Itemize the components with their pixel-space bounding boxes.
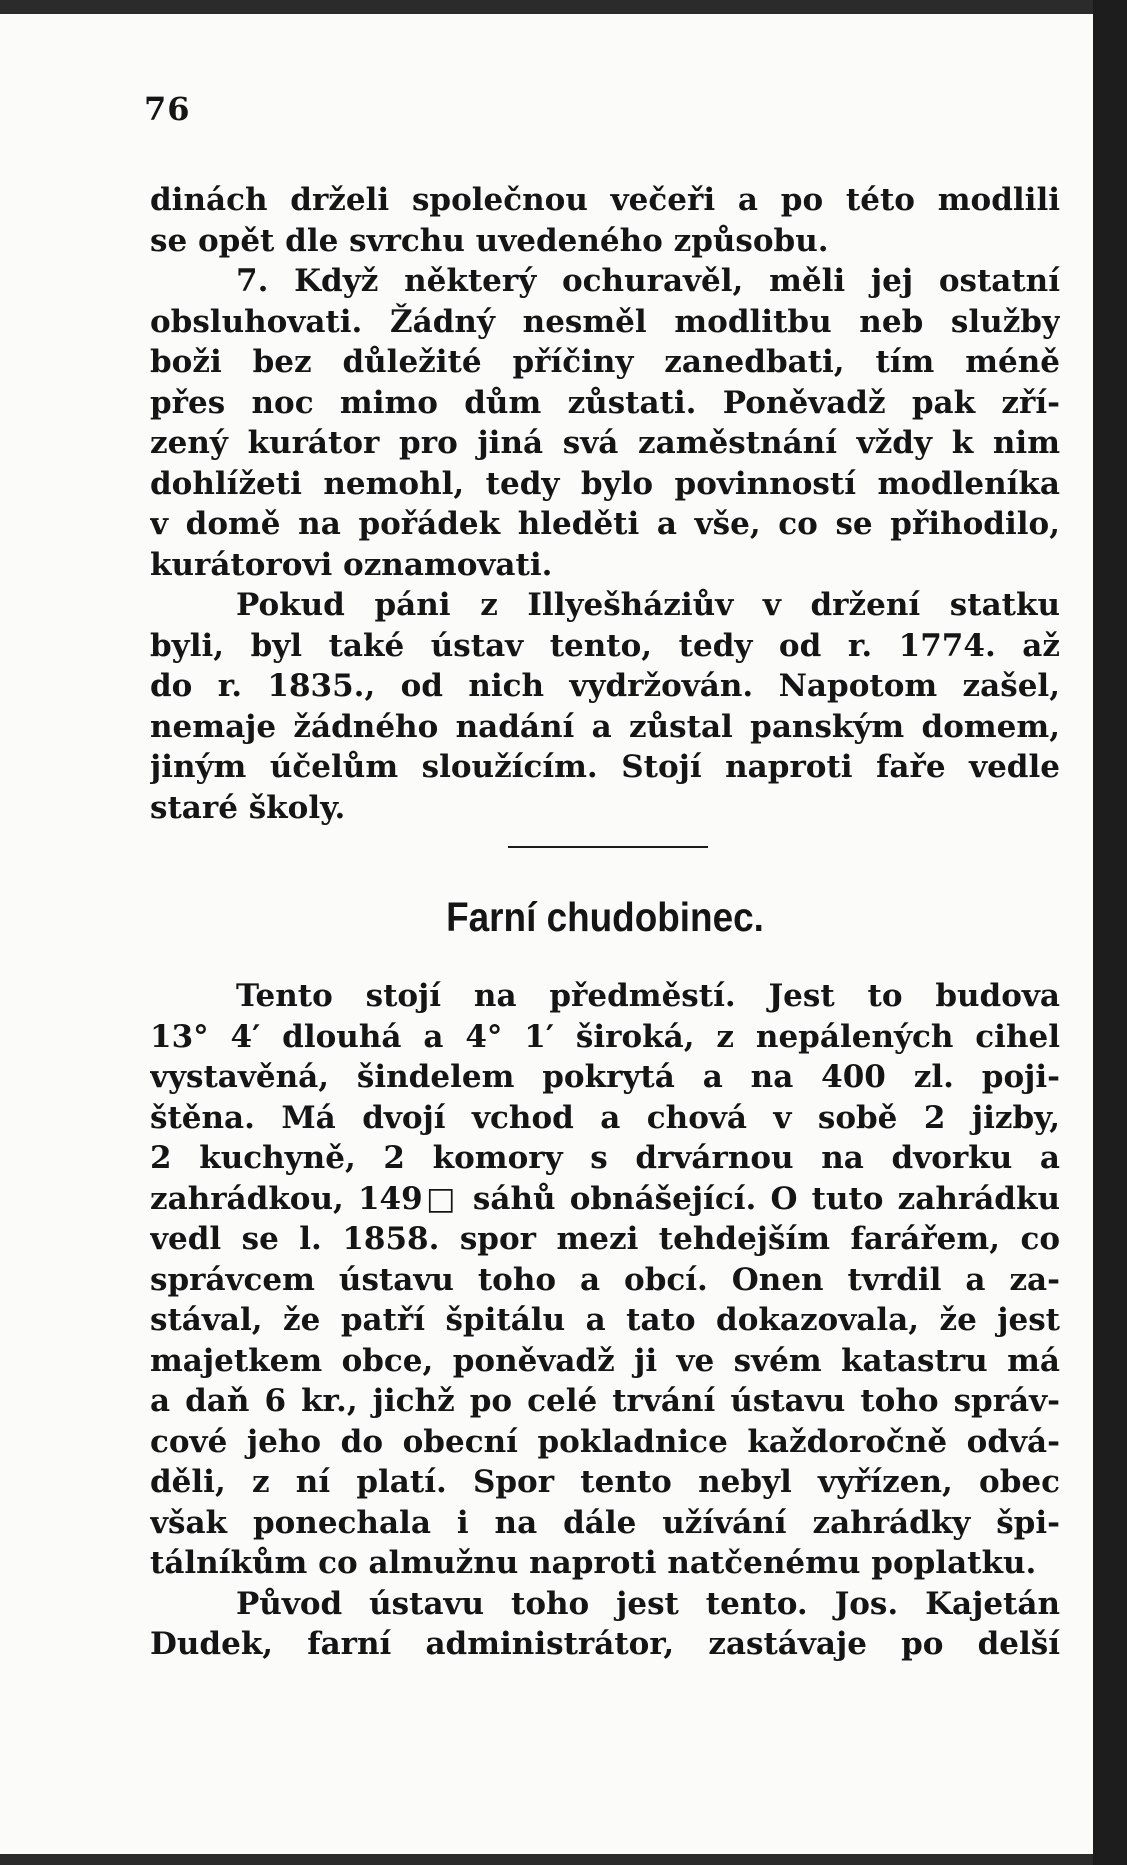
text-line: staré školy. [150, 789, 346, 826]
text-line: do r. 1835., od nich vydržován. Napotom zašel, [150, 668, 1060, 704]
text-line: boži bez důležité příčiny zanedbati, tím méně [150, 344, 1060, 380]
text-line: se opět dle svrchu uvedeného způsobu. [150, 222, 829, 259]
text-line: Tento stojí na předměstí. Jest to budova [236, 978, 1060, 1014]
text-line: však ponechala i na dále užívání zahrádky špi- [150, 1504, 1060, 1541]
text-line: tálníkům co almužnu naproti natčenému poplatku. [150, 1545, 1037, 1581]
text-line: vedl se l. 1858. spor mezi tehdejším farářem, co [150, 1221, 1060, 1257]
text-line: stával, že patří špitálu a tato dokazovala, že jest [150, 1302, 1060, 1338]
text-line: 7. Když některý ochuravěl, měli jej ostatní [236, 263, 1060, 299]
text-line: Dudek, farní administrátor, zastávaje po delší [150, 1626, 1060, 1662]
text-line: byli, byl také ústav tento, tedy od r. 1774. až [150, 627, 1060, 664]
paragraph-block-2 [150, 976, 1060, 1665]
section-heading: Farní chudobinec. [446, 894, 764, 940]
text-line: dinách drželi společnou večeři a po této modlili [150, 182, 1060, 218]
text-line: jiným účelům sloužícím. Stojí naproti faře vedle [150, 749, 1060, 785]
text-line: zahrádkou, 149□ sáhů obnášející. O tuto zahrádku [150, 1180, 1060, 1217]
text-line: v domě na pořádek hleděti a vše, co se přihodilo, [150, 506, 1060, 542]
page-number: 76 [144, 90, 191, 128]
section-divider [508, 846, 708, 848]
text-line: cové jeho do obecní pokladnice každoročně odvá- [150, 1423, 1060, 1460]
text-line: obsluhovati. Žádný nesměl modlitbu neb služby [150, 303, 1060, 340]
text-line: kurátorovi oznamovati. [150, 546, 553, 583]
text-line: vystavěná, šindelem pokrytá a na 400 zl. poji- [150, 1059, 1060, 1095]
text-line: 2 kuchyně, 2 komory s drvárnou na dvorku a [150, 1140, 1060, 1176]
text-line: zený kurátor pro jiná svá zaměstnání vždy k nim [150, 425, 1060, 461]
text-line: a daň 6 kr., jichž po celé trvání ústavu toho správ- [150, 1383, 1060, 1419]
text-line: štěna. Má dvojí vchod a chová v sobě 2 jizby, [150, 1099, 1060, 1136]
text-line: nemaje žádného nadání a zůstal panským domem, [150, 708, 1060, 745]
paragraph-block-1 [150, 180, 1060, 828]
text-line: správcem ústavu toho a obcí. Onen tvrdil a za- [150, 1261, 1060, 1298]
book-page [0, 14, 1093, 1854]
text-line: děli, z ní platí. Spor tento nebyl vyřízen, obec [150, 1464, 1060, 1500]
text-line: Pokud páni z Illyešháziův v držení statku [236, 587, 1060, 623]
text-line: majetkem obce, poněvadž ji ve svém katastru má [150, 1342, 1060, 1379]
text-line: 13° 4′ dlouhá a 4° 1′ široká, z nepálených cihel [150, 1018, 1060, 1055]
scan-edge [1093, 0, 1127, 1865]
text-line: Původ ústavu toho jest tento. Jos. Kajetán [236, 1585, 1060, 1622]
text-line: přes noc mimo dům zůstati. Poněvadž pak zří- [150, 384, 1060, 421]
text-line: dohlížeti nemohl, tedy bylo povinností modleníka [150, 465, 1060, 502]
